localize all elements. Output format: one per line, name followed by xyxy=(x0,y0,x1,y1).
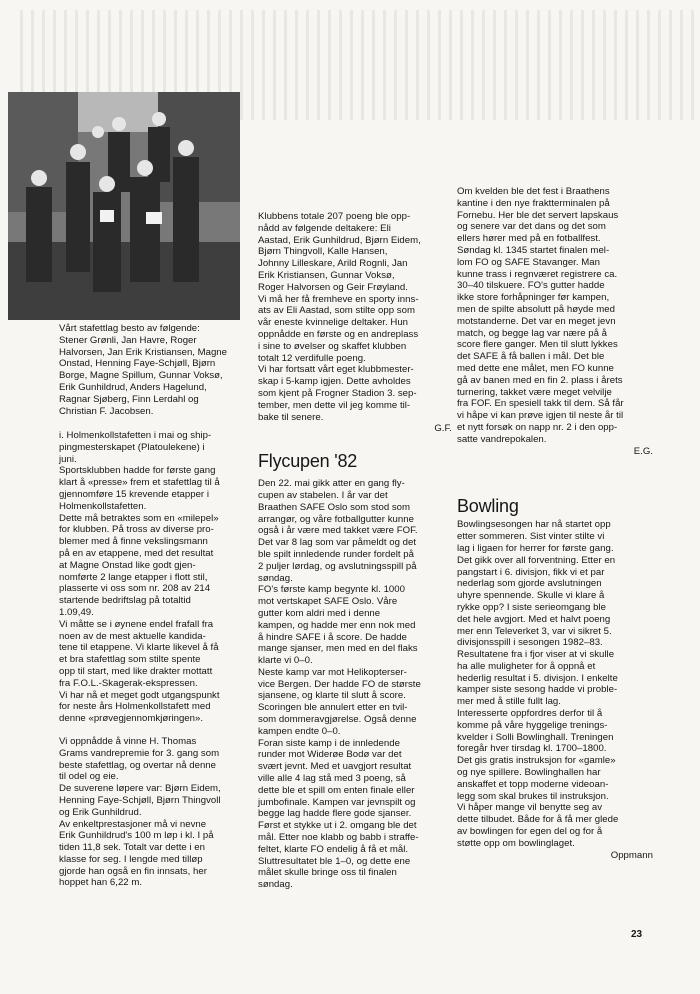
col1-paragraph: De suverene løpere var: Bjørn Eidem, Henning Faye-Schjøll, Bjørn Thingvoll og Erik Gunhildrud. xyxy=(59,783,221,818)
col2-paragraph: Det var 8 lag som var påmeldt og det ble spilt innledende runder fordelt på 2 puljer lørdag, og avslutningsspill på søndag. xyxy=(258,537,417,584)
col2-paragraph: Vi må her få fremheve en sporty inns- ats av Eli Aastad, som stilte opp som vår eneste kvinnelige deltaker. Hun oppnådde en første og en andreplass i sine to øvelser og skaffet klubben totalt 12 verdifulle poeng. xyxy=(258,293,419,364)
col1-paragraph: Dette må betraktes som en «milepel» for klubben. På tross av diverse pro- blemer med å finne vekslingsmann på en av etappene, med det resultat at Magne Onstad like godt gjen- nomførte 2 lange etapper i flott stil, plasserte vi oss som nr. 208 av 214 startende bedriftslag på totaltid 1.09,49. xyxy=(59,512,219,618)
col1-paragraph: Vi har nå et meget godt utgangspunkt for neste års Holmenkollstafett med denne «prøvegjennomkjøringen». xyxy=(59,689,220,725)
col1-paragraph: Sportsklubben hadde for første gang klart å «presse» frem et stafettlag til å gjennomføre 15 krevende etapper i Holmenkollstafetten. xyxy=(59,465,220,512)
col2-paragraph: Neste kamp var mot Helikopterser- vice Bergen. Der hadde FO de største sjansene, og klarte til slutt å score. Scoringen ble annulert etter en tvil- som dommeravgjørelse. Også denne kampen endte 0–0. xyxy=(258,666,421,737)
col2-paragraph: Den 22. mai gikk atter en gang fly- cupen av stabelen. I år var det Braathen SAFE Oslo som stod som arrangør, og våre fotballgutter kunne også i år være med takket være FOF. xyxy=(258,478,418,537)
col3-paragraph: Bowlingsesongen har nå startet opp etter sommeren. Sist vinter stilte vi lag i ligaen for herrer for første gang. Det gikk over all forventning. Etter en pangstart i 6. divisjon, fikk vi et par nederlag som gjorde avslutningen uhyre spennende. Skulle vi klare å rykke opp? I siste serieomgang ble det hele avgjort. Med et halvt poeng mer enn Televerket 3, var vi sikret 5. divisjonsspill i sesongen 1982–83. xyxy=(457,519,616,649)
col1-paragraph: Av enkeltprestasjoner må vi nevne Erik Gunhildrud's 100 m løp i kl. I på tiden 11,8 sek. Totalt var dette i en klasse for seg. I lengde med tilløp gjorde han også en fin innsats, her hoppet han 6,22 m. xyxy=(59,818,214,889)
paragraph-spacer xyxy=(59,725,253,736)
photo-caption xyxy=(59,323,249,417)
col2-paragraph: Klubbens totale 207 poeng ble opp- nådd av følgende deltakere: Eli Aastad, Erik Gunhildrud, Bjørn Eidem, Bjørn Thingvoll, Kalle Hansen, Johnny Lilleskare, Arild Rognli, Jan Erik Kristiansen, Gunnar Voksø, Roger Halvorsen og Geir Frøyland. xyxy=(258,211,421,293)
team-photo-illustration xyxy=(8,92,240,320)
section-heading-flycup: Flycupen '82 xyxy=(258,451,358,472)
column-1 xyxy=(59,430,253,889)
col3-paragraph: Interesserte oppfordres derfor til å komme på våre hyggelige trenings- kvelder i Solli Bowlinghall. Treningen foregår hver tirsdag kl. 1700–1800. Det gis gratis instruksjon for «gamle» og nye spillere. Bowlinghallen har anskaffet et topp moderne videoan- legg som skal brukes til instruksjon. xyxy=(457,708,616,802)
col1-paragraph: i. Holmenkollstafetten i mai og ship- pingmesterskapet (Platoulekene) i juni. xyxy=(59,430,212,465)
col3-paragraph: Om kvelden ble det fest i Braathens kantine i den nye fraktterminalen på Fornebu. Her ble det servert lapskaus og senere var det dans og det som ellers hører med på en fotballfest. xyxy=(457,186,619,245)
col3-paragraph: Søndag kl. 1345 startet finalen mel- lom FO og SAFE Stavanger. Man kunne trass i regnværet registrere ca. 30–40 tilskuere. FO's gutter hadde ikke store forhåpninger før kampen, men de spilte absolutt på høyde med motstanderne. Det var en meget jevn match, og begge lag var nære på å score flere ganger. Men til slutt lykkes det SAFE å få ballen i mål. Det ble med dette ene målet, men FO kunne gå av banen med en fin 2. plass i årets turnering, takket være meget velvilje fra FOF. En spesiell takk til dem. Så får vi håpe vi kan prøve igjen til neste år til et nytt forsøk on napp nr. 2 i den opp- satte vandrepokalen. xyxy=(457,244,624,445)
col2-paragraph: Foran siste kamp i de innledende runder mot Widerøe Bodø var det svært jevnt. Med et uavgjort resultat ville alle 4 lag stå med 3 poeng, så dette ble et spill om enten finale eller jumbofinale. Kampen var jevnspilt og begge lag hadde flere gode sjanser. Først et stykke ut i 2. omgang ble det mål. Etter noe klabb og babb i straffe- feltet, klarte FO endelig å få et mål. Sluttresultatet ble 1–0, og dette ene målet skulle bringe oss til finalen søndag. xyxy=(258,737,419,891)
section-heading-bowling: Bowling xyxy=(457,496,519,517)
team-photo xyxy=(8,92,240,320)
page-number: 23 xyxy=(631,929,643,940)
col1-paragraph: Vi oppnådde å vinne H. Thomas Grams vandrepremie for 3. gang som beste stafettlag, og overtar nå denne til odel og eie. xyxy=(59,735,220,783)
signature: Oppmann xyxy=(610,849,653,861)
col3-paragraph: Vi håper mange vil benytte seg av dette tilbudet. Både for å få mer glede av bowlingen for egen del og for å støtte opp om bowlinglaget. xyxy=(457,802,619,849)
signature: E.G. xyxy=(633,445,653,457)
caption-text: Vårt stafettlag besto av følgende: Stener Grønli, Jan Havre, Roger Halvorsen, Jan Erik Kristiansen, Magne Onstad, Henning Faye-Schjøll, Bjørn Borge, Magne Spillum, Gunnar Voksø, Erik Gunhildrud, Anders Hagelund, Ragnar Sjøberg, Finn Lerdahl og Christian F. Jacobsen. xyxy=(59,323,227,417)
col2-paragraph: Vi har fortsatt vårt eget klubbmester- skap i 5-kamp igjen. Dette avholdes som kjent på Frogner Stadion 3. sep- tember, men dette vil jeg komme til- bake til senere. xyxy=(258,364,417,423)
signature: G.F. xyxy=(434,423,452,435)
column-2 xyxy=(258,211,452,891)
col1-paragraph: Vi måtte se i øynene endel frafall fra noen av de mest aktuelle kandida- tene til etappene. Vi klarte likevel å få et bra stafettlag som stilte spente opp til start, med like drakter mottatt fra F.O.L.-Skagerak-ekspressen. xyxy=(59,618,219,689)
col3-paragraph: Resultatene fra i fjor viser at vi skulle ha alle muligheter for å oppnå et hederlig resultat i 5. divisjon. I enkelte kamper siste sesong hadde vi proble- mer med å stille fullt lag. xyxy=(457,649,618,708)
column-3 xyxy=(457,186,653,861)
col2-paragraph: FO's første kamp begynte kl. 1000 mot vertskapet SAFE Oslo. Våre gutter kom aldri med i denne kampen, og hadde mer enn nok med å hindre SAFE i å score. De hadde mange sjanser, men med en del flaks klarte vi 0–0. xyxy=(258,584,418,667)
